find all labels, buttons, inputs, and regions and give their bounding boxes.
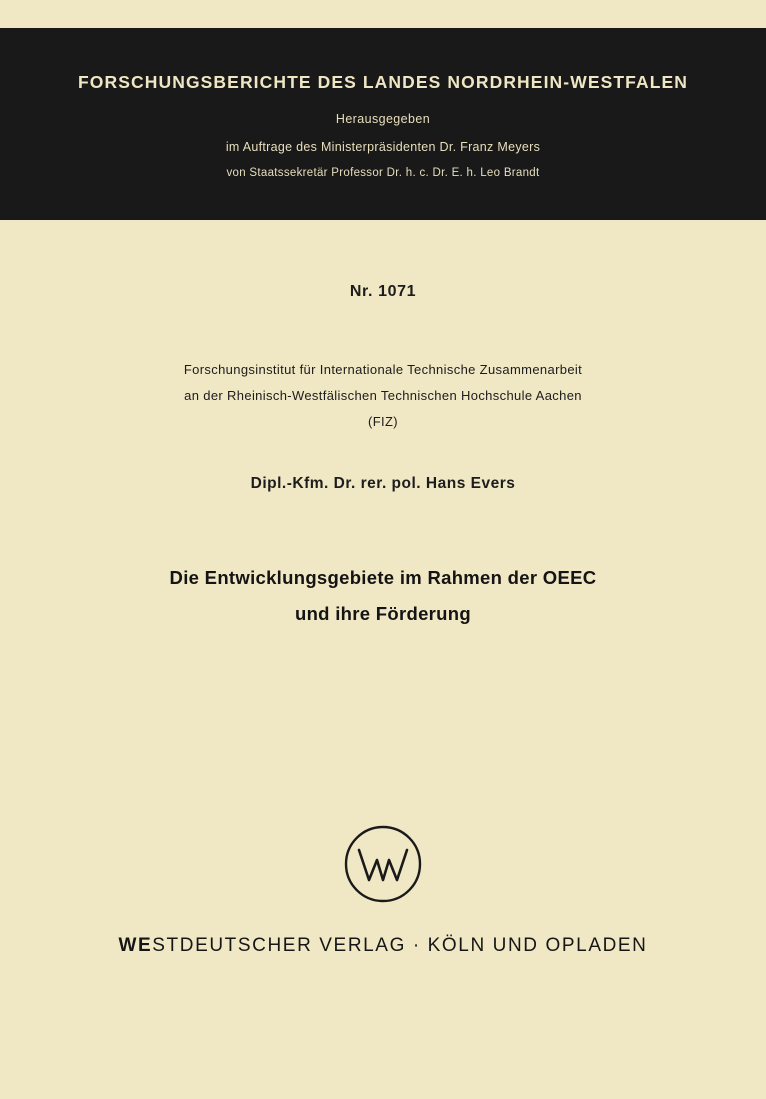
- series-title: FORSCHUNGSBERICHTE DES LANDES NORDRHEIN-WESTFALEN: [77, 72, 689, 92]
- book-title: [0, 560, 766, 632]
- book-title-line-2: und ihre Förderung: [294, 603, 471, 624]
- institute-line-1: Forschungsinstitut für Internationale Technische Zusammenarbeit: [183, 362, 583, 377]
- publisher-name: [0, 935, 766, 957]
- series-header-band: [0, 28, 766, 220]
- publisher-name-rest: STDEUTSCHER VERLAG · KÖLN UND OPLADEN: [152, 935, 648, 956]
- institute-line-3: (FIZ): [368, 414, 398, 429]
- institute-line-2: an der Rheinisch-Westfälischen Technischen Hochschule Aachen: [184, 388, 582, 403]
- institute-block: [0, 357, 766, 435]
- publisher-name-prefix: WE: [118, 935, 153, 956]
- publisher-logo-icon: [343, 824, 423, 904]
- editor-label: Herausgegeben: [335, 112, 431, 126]
- author-name: Dipl.-Kfm. Dr. rer. pol. Hans Evers: [250, 475, 516, 492]
- editor-line-1: im Auftrage des Ministerpräsidenten Dr. Franz Meyers: [225, 140, 541, 154]
- book-title-line-1: Die Entwicklungsgebiete im Rahmen der OEEC: [169, 567, 597, 588]
- report-number: Nr. 1071: [349, 283, 417, 300]
- editor-line-2: von Staatssekretär Professor Dr. h. c. Dr. E. h. Leo Brandt: [226, 167, 540, 179]
